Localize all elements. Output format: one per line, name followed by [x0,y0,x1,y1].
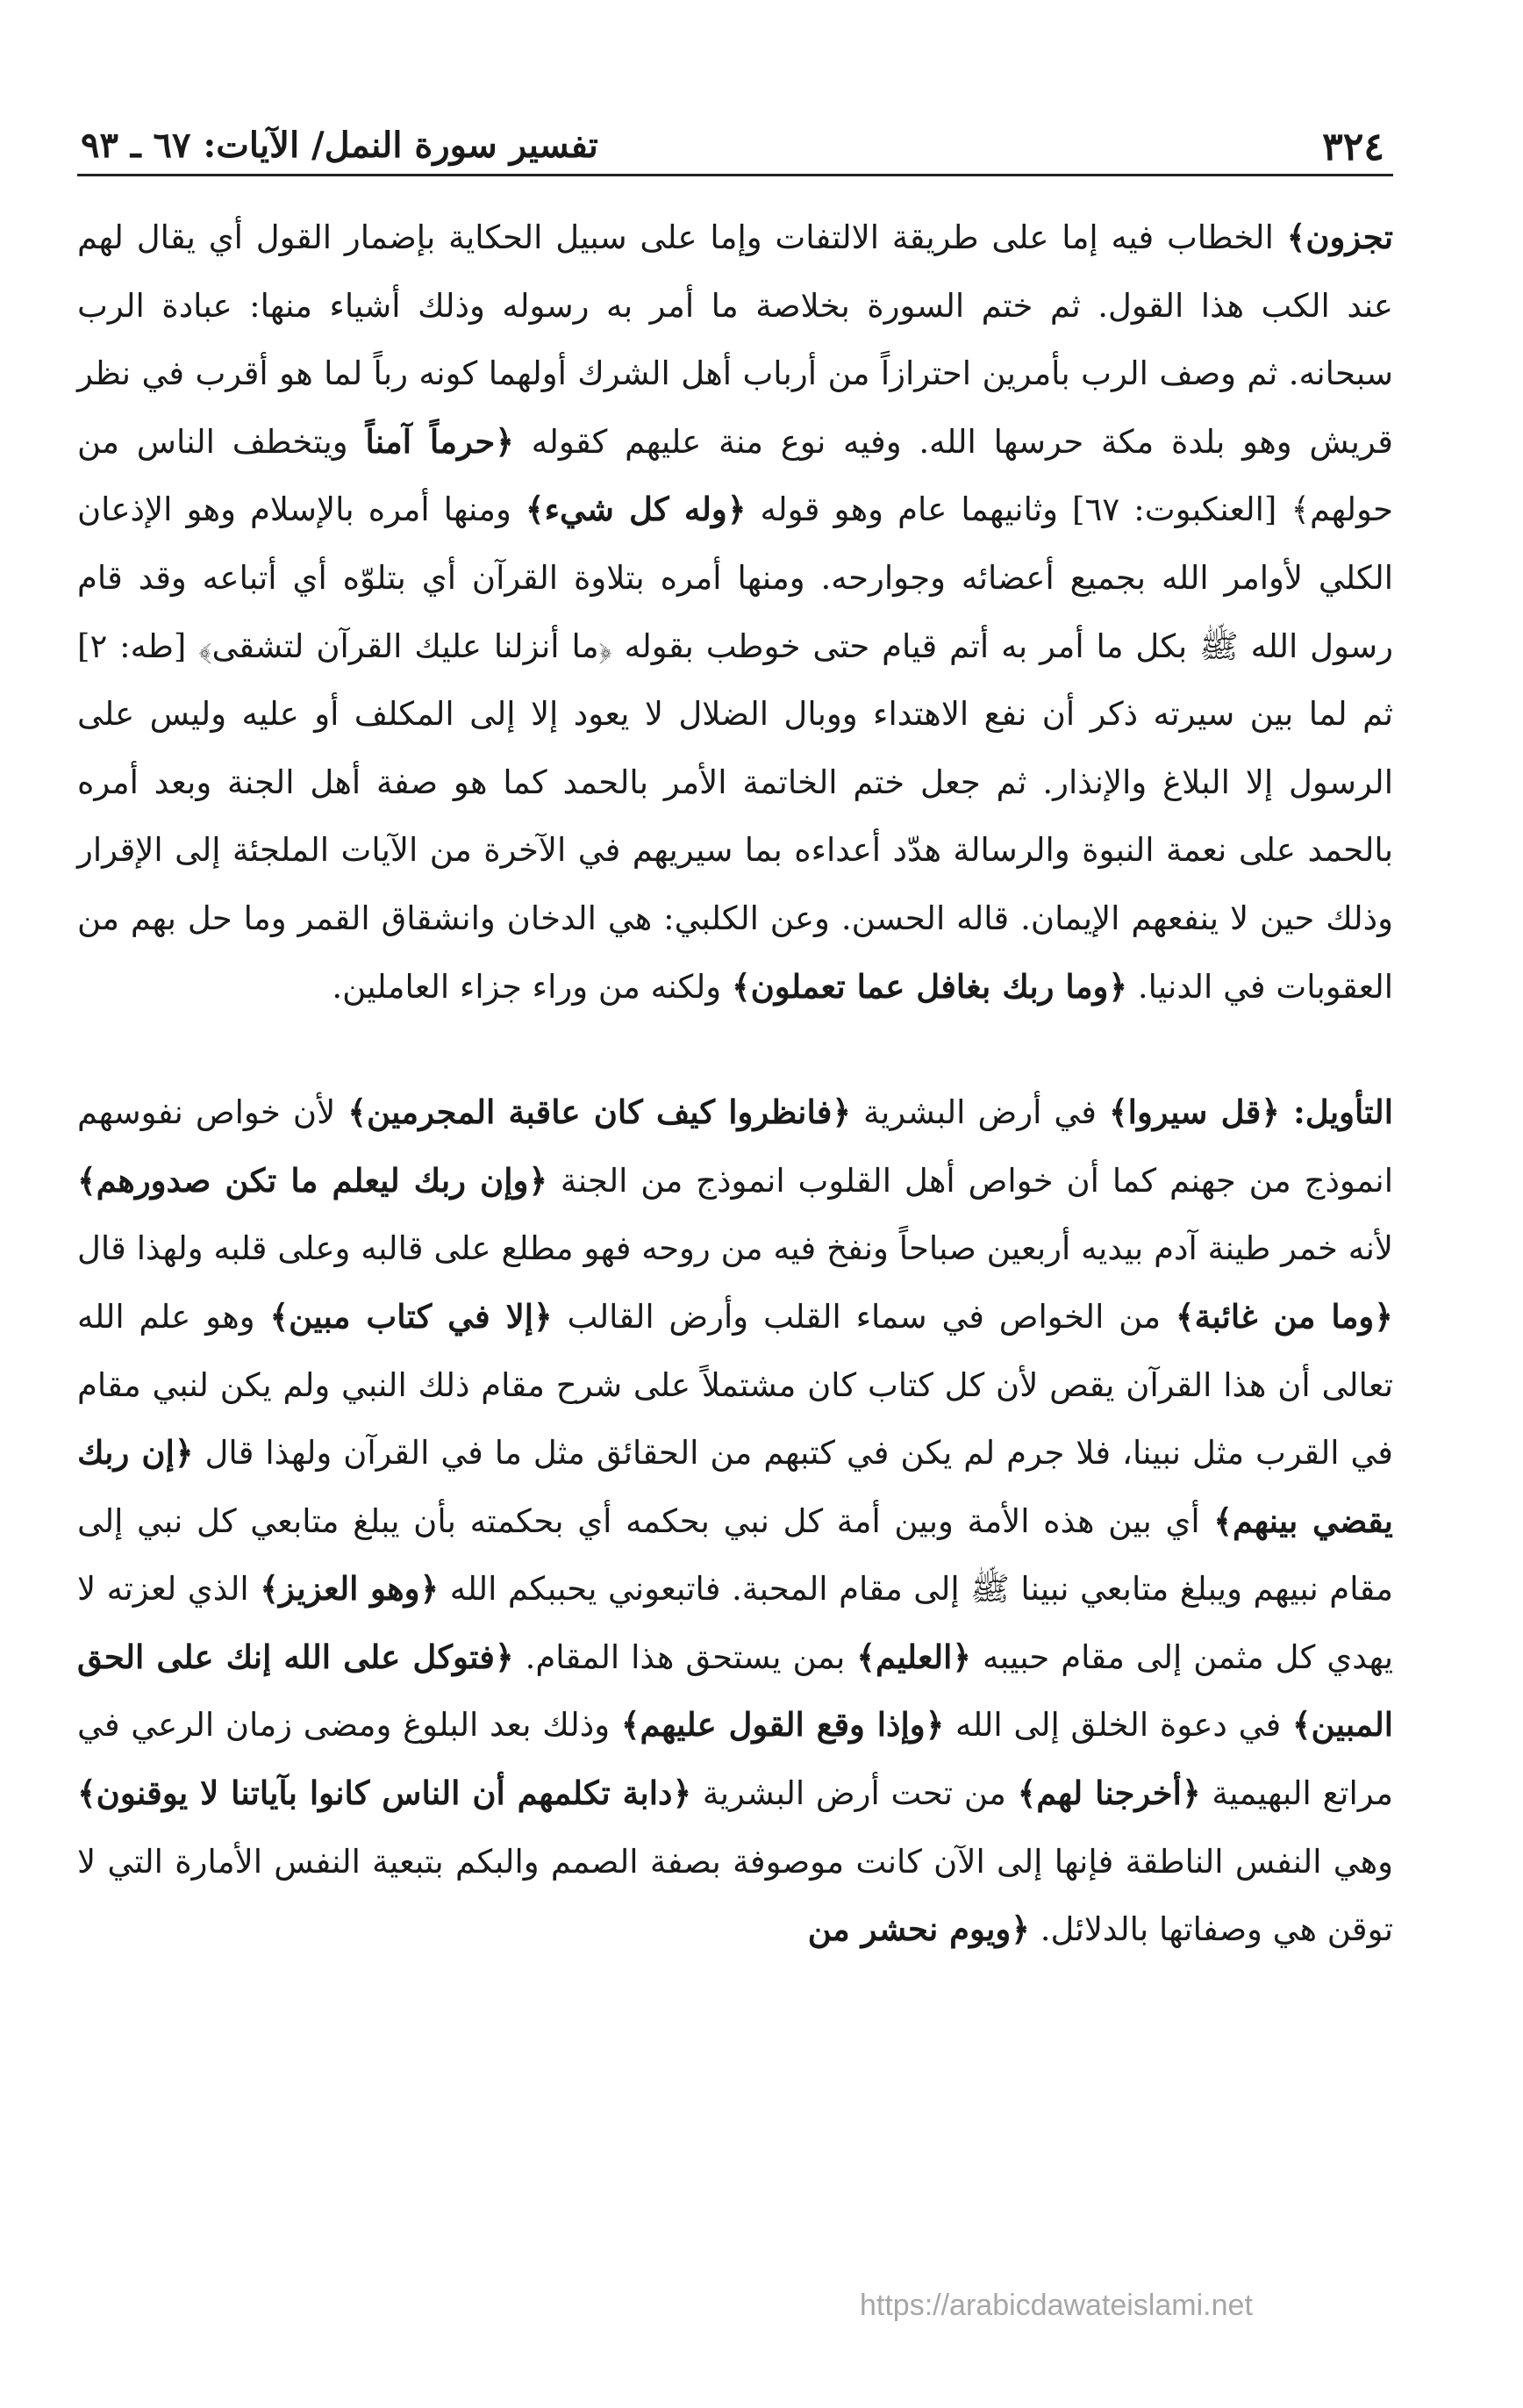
commentary-text: من تحت أرض البشرية [691,1774,1018,1813]
quran-quote: ﴿حرماً آمناً [365,421,514,461]
commentary-text: وهي النفس الناطقة فإنها إلى الآن كانت موصوفة بصفة الصمم والبكم بتبعية النفس الأمارة التي لا توقن هي وصفاتها بالدلائل. [77,1842,1393,1949]
tawil-paragraph [77,1079,1393,1964]
commentary-text: ولكنه من وراء جزاء العاملين. [332,967,732,1006]
commentary-text: لأن خواص نفوسهم انموذج من جهنم كما أن خواص أهل القلوب انموذج من الجنة [77,1093,1394,1200]
quran-quote: ﴿إن ربك يقضي بينهم﴾ [77,1433,1393,1540]
quran-quote: ﴿وما ربك بغافل عما تعملون﴾ [731,966,1128,1006]
tafsir-paragraph [77,204,1393,1021]
quran-quote: ﴿العليم﴾ [856,1637,972,1676]
commentary-text: وذلك بعد البلوغ ومضى زمان الرعي في مراتع البهيمية [77,1706,1393,1813]
text-segment [77,1079,1393,1964]
quran-quote: ﴿وله كل شيء﴾ [525,490,747,529]
page-body [77,204,1393,1964]
commentary-text: من الخواص في سماء القلب وأرض القالب [552,1297,1176,1336]
quran-quote: ﴿ويوم نحشر من [807,1910,1030,1949]
quran-quote: ﴿وما من غائبة﴾ [1175,1296,1393,1336]
commentary-text: بمن يستحق هذا المقام. [513,1638,857,1676]
quran-quote: ﴿فتوكل على الله إنك على الحق المبين﴾ [77,1637,1393,1745]
commentary-text: لأنه خمر طينة آدم بيديه أربعين صباحاً ونفخ فيه من روحه فهو مطلع على قالبه وعلى قلبه ولهذا قال [77,1229,1393,1268]
running-title: تفسير سورة النمل/ الآيات: ٦٧ ـ ٩٣ [81,125,598,166]
quran-quote: ﴿وإذا وقع القول عليهم﴾ [620,1705,945,1745]
commentary-text: الذي لعزته لا يهدي كل مثمن إلى مقام حبيبه [77,1570,1393,1676]
quran-quote: ﴿وهو العزيز﴾ [260,1569,440,1609]
quran-quote: ﴿إلا في كتاب مبين﴾ [269,1296,553,1336]
watermark-url: https://arabicdawateislami.net [860,2289,1253,2322]
commentary-text: في دعوة الخلق إلى الله [944,1706,1292,1745]
commentary-text: ومنها أمره بالإسلام وهو الإذعان الكلي لأوامر الله بجميع أعضائه وجوارحه. ومنها أمره بتلاوة القرآن أي بتلوّه أي أتباعه وقد قام رسول الله ﷺ بكل ما أمر به أتم قيام حتى خوطب بقوله ﴿ما أنزلنا عليك القرآن لتشقى﴾ [طه: ٢] ثم لما بين سيرته ذكر أن نفع الاهتداء ووبال الضلال لا يعود إلا إلى المكلف أو عليه وليس على الرسول إلا البلاغ والإنذار. ثم جعل ختم الخاتمة الأمر بالحمد كما هو صفة أهل الجنة وبعد أمره بالحمد على نعمة النبوة والرسالة هدّد أعداءه بما سيريهم في الآخرة من الآيات الملجئة إلى الإقرار وذلك حين لا ينفعهم الإيمان. قاله الحسن. وعن الكلبي: هي الدخان وانشقاق القمر وما حل بهم من العقوبات في الدنيا. [77,491,1393,1006]
page-header [77,112,1393,176]
commentary-text: ويتخطف الناس من حولهم﴾ [العنكبوت: ٦٧] وثانيهما عام وهو قوله [77,422,1393,529]
quran-quote: ﴿فانظروا كيف كان عاقبة المجرمين﴾ [347,1093,852,1132]
commentary-text: في أرض البشرية [851,1093,1109,1132]
commentary-text: الخطاب فيه إما على طريقة الالتفات وإما على سبيل الحكاية بإضمار القول أي يقال لهم عند الكب هذا القول. ثم ختم السورة بخلاصة ما أمر به رسوله وذلك أشياء منها: عبادة الرب سبحانه. ثم وصف الرب بأمرين احترازاً من أرباب أهل الشرك أولهما كونه رباً لما هو أقرب في نظر قريش وهو بلدة مكة حرسها الله. وفيه نوع منة عليهم كقوله [77,219,1393,461]
text-segment [77,204,1393,1021]
quran-quote: التأويل: ﴿قل سيروا﴾ [1109,1093,1393,1132]
quran-quote: ﴿دابة تكلمهم أن الناس كانوا بآياتنا لا يوقنون﴾ [77,1774,692,1813]
quran-quote: ﴿أخرجنا لهم﴾ [1017,1774,1201,1813]
quran-quote: تجزون﴾ [1286,218,1393,256]
page-number: ٣٢٤ [1322,125,1384,169]
commentary-text: أي بين هذه الأمة وبين أمة كل نبي بحكمه أي بحكمته بأن يبلغ متابعي كل نبي إلى مقام نبيهم ويبلغ متابعي نبينا ﷺ إلى مقام المحبة. فاتبعوني يحببكم الله [77,1501,1394,1609]
quran-quote: ﴿وإن ربك ليعلم ما تكن صدورهم﴾ [77,1160,548,1200]
commentary-text: وهو علم الله تعالى أن هذا القرآن يقص لأن كل كتاب كان مشتملاً على شرح مقام ذلك النبي ولم يكن لنبي مقام في القرب مثل نبينا، فلا جرم لم يكن في كتبهم من الحقائق مثل ما في القرآن ولهذا قال [77,1297,1393,1473]
